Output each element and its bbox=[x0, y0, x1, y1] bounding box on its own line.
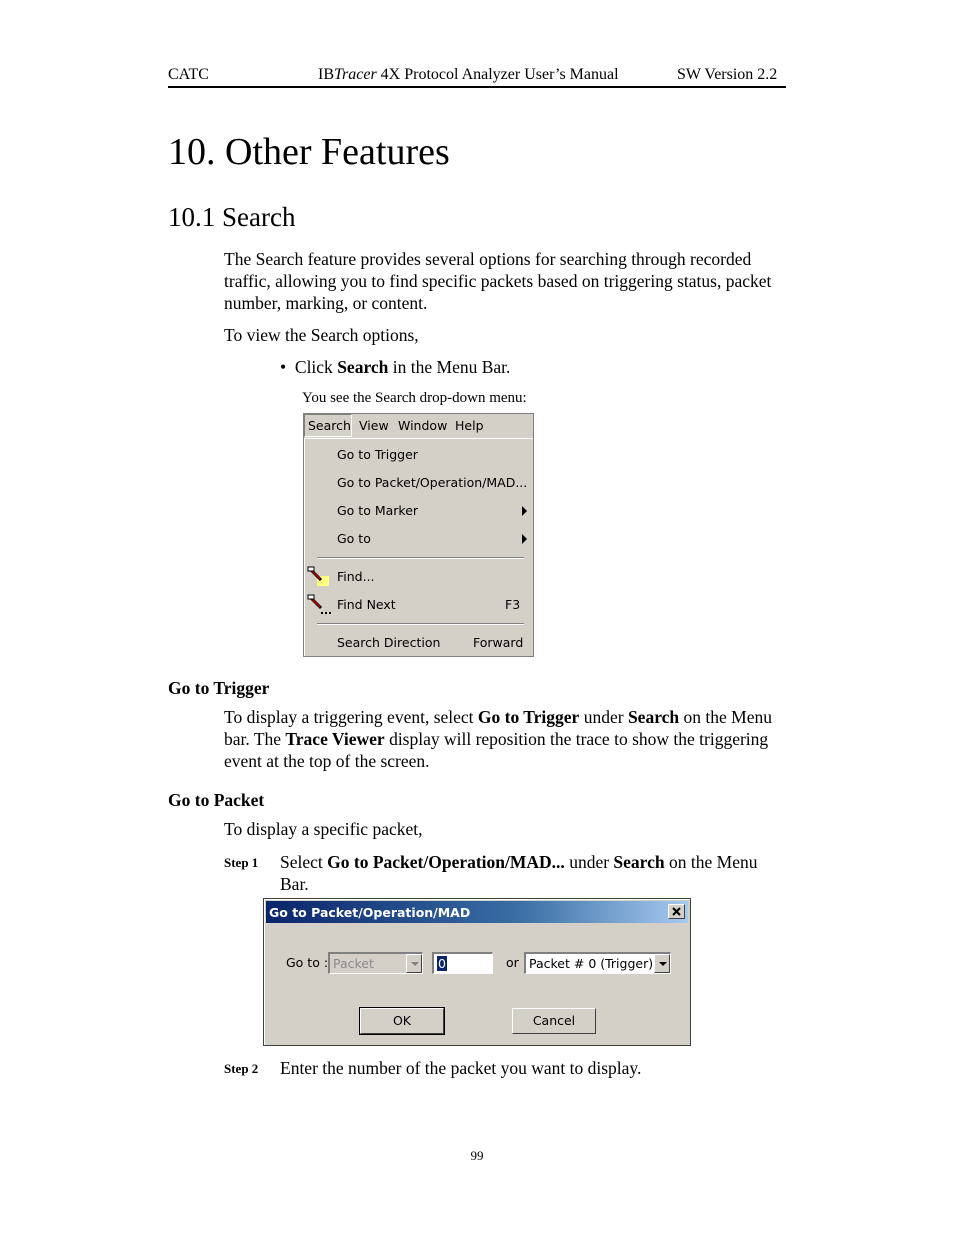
dialog-titlebar bbox=[266, 901, 688, 923]
bullet-bold: Search bbox=[337, 357, 389, 377]
header-center-suffix: 4X Protocol Analyzer User’s Manual bbox=[376, 66, 619, 83]
bullet-item bbox=[280, 357, 510, 378]
menubar-search[interactable]: Search bbox=[308, 418, 351, 433]
menu-item-go-to[interactable]: Go to bbox=[337, 531, 371, 546]
cancel-button[interactable]: Cancel bbox=[512, 1008, 596, 1034]
go-to-packet-heading: Go to Packet bbox=[168, 790, 265, 810]
section-title: 10.1 Search bbox=[168, 202, 296, 232]
menu-separator bbox=[317, 623, 524, 625]
bold-run: Search bbox=[627, 707, 680, 727]
step-2-text: Enter the number of the packet you want to display. bbox=[280, 1058, 642, 1078]
header-rule bbox=[168, 86, 786, 88]
close-icon bbox=[669, 905, 684, 918]
dropdown-arrow-icon bbox=[411, 962, 419, 966]
dropdown-arrow-icon bbox=[659, 962, 667, 966]
text-run: To display a triggering event, select bbox=[224, 707, 478, 727]
chapter-title: 10. Other Features bbox=[168, 131, 450, 173]
packet-select-button[interactable] bbox=[654, 954, 670, 973]
step-2-label: Step 2 bbox=[224, 1061, 259, 1076]
go-to-packet-intro: To display a specific packet, bbox=[224, 819, 423, 839]
packet-number-value bbox=[437, 956, 447, 971]
menu-item-find[interactable]: Find... bbox=[337, 569, 375, 584]
search-direction-value: Forward bbox=[473, 635, 524, 650]
menu-caption: You see the Search drop-down menu: bbox=[302, 390, 527, 406]
go-to-packet-dialog bbox=[263, 898, 691, 1046]
go-to-trigger-paragraph bbox=[224, 706, 790, 772]
header-right: SW Version 2.2 bbox=[677, 66, 778, 83]
bold-run: Search bbox=[613, 852, 665, 872]
menu-item-go-to-packet[interactable]: Go to Packet/Operation/MAD... bbox=[337, 475, 528, 490]
bullet-symbol: • bbox=[280, 357, 287, 377]
search-menu-screenshot bbox=[303, 413, 534, 657]
ok-button[interactable]: OK bbox=[360, 1008, 444, 1034]
goto-label: Go to : bbox=[286, 955, 329, 970]
packet-number-text: 0 bbox=[438, 956, 446, 971]
menu-item-go-to-trigger[interactable]: Go to Trigger bbox=[337, 447, 418, 462]
text-run: on the Menu bar. The bbox=[224, 707, 772, 749]
header-center bbox=[318, 66, 619, 84]
go-to-trigger-heading: Go to Trigger bbox=[168, 678, 270, 698]
type-select-value: Packet bbox=[333, 956, 374, 971]
text-run: under bbox=[564, 852, 614, 872]
dialog-title: Go to Packet/Operation/MAD bbox=[269, 905, 471, 920]
text-run: display will reposition the trace to show the triggering event at the top of the screen. bbox=[224, 729, 769, 771]
text-run: on the Menu Bar. bbox=[280, 852, 758, 894]
bold-run: Go to Trigger bbox=[477, 707, 580, 727]
search-dropdown bbox=[304, 438, 533, 656]
find-next-shortcut: F3 bbox=[505, 597, 521, 612]
menu-item-go-to-marker[interactable]: Go to Marker bbox=[337, 503, 419, 518]
menu-item-find-next[interactable]: Find Next bbox=[337, 597, 396, 612]
flashlight-next-icon bbox=[307, 594, 333, 616]
view-options-text: To view the Search options, bbox=[224, 325, 419, 345]
submenu-arrow-icon bbox=[522, 506, 527, 516]
header-center-prefix: IB bbox=[318, 66, 334, 83]
text-run: Select bbox=[280, 852, 328, 872]
menubar-window[interactable]: Window bbox=[398, 418, 448, 433]
page-number: 99 bbox=[470, 1148, 484, 1163]
packet-number-input[interactable] bbox=[432, 952, 493, 974]
bold-run: Go to Packet/Operation/MAD... bbox=[327, 852, 565, 872]
bullet-pre: Click bbox=[294, 357, 338, 377]
text-run: under bbox=[579, 707, 628, 727]
packet-select-value: Packet # 0 (Trigger) bbox=[529, 956, 654, 971]
menubar-view[interactable]: View bbox=[359, 418, 389, 433]
close-button[interactable] bbox=[668, 904, 685, 919]
step-1-text bbox=[280, 851, 790, 895]
intro-paragraph: The Search feature provides several options for searching through recorded traffic, allowing you to find specific packets based on triggering status, packet number, marking, or content. bbox=[224, 249, 772, 313]
or-label: or bbox=[506, 955, 519, 970]
menubar-help[interactable]: Help bbox=[455, 418, 484, 433]
header-center-italic: Tracer bbox=[334, 66, 377, 83]
step-1-label: Step 1 bbox=[224, 855, 259, 870]
bullet-post: in the Menu Bar. bbox=[388, 357, 511, 377]
type-select[interactable] bbox=[328, 952, 423, 974]
menu-separator bbox=[317, 557, 524, 559]
packet-select[interactable] bbox=[524, 952, 671, 974]
menubar bbox=[304, 414, 533, 438]
flashlight-icon bbox=[307, 566, 333, 588]
bold-run: Trace Viewer bbox=[285, 729, 385, 749]
header-left: CATC bbox=[168, 66, 209, 83]
submenu-arrow-icon bbox=[522, 534, 527, 544]
type-select-button[interactable] bbox=[406, 954, 422, 973]
menu-item-search-direction[interactable]: Search Direction bbox=[337, 635, 441, 650]
